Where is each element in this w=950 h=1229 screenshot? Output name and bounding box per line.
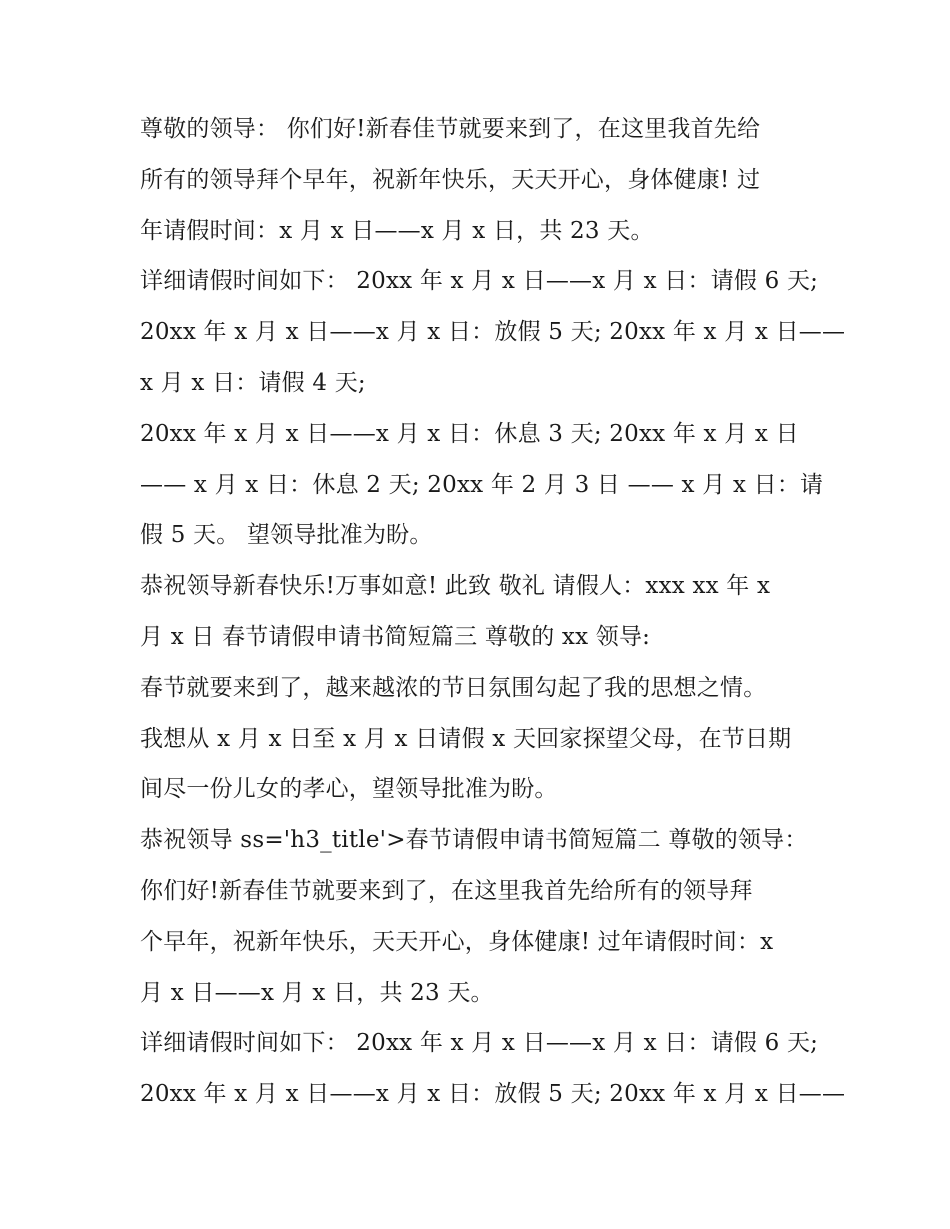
text-line: x 月 x 日：请假 4 天; xyxy=(140,369,366,396)
text-line: 间尽一份儿女的孝心，望领导批准为盼。 xyxy=(140,776,558,803)
text-line: 所有的领导拜个早年，祝新年快乐，天天开心，身体健康! 过 xyxy=(140,166,761,193)
text-line: —— x 月 x 日：休息 2 天; 20xx 年 2 月 3 日 —— x 月 x 日：请 xyxy=(140,471,824,498)
text-line: 你们好!新春佳节就要来到了，在这里我首先给所有的领导拜 xyxy=(140,877,753,904)
text-line: 月 x 日 春节请假申请书简短篇三 尊敬的 xx 领导: xyxy=(140,623,651,650)
text-line: 假 5 天。 望领导批准为盼。 xyxy=(140,522,433,549)
text-line: 20xx 年 x 月 x 日——x 月 x 日：休息 3 天; 20xx 年 x 月 x 日 xyxy=(140,420,799,447)
text-line: 春节就要来到了，越来越浓的节日氛围勾起了我的思想之情。 xyxy=(140,674,767,701)
text-line: 详细请假时间如下： 20xx 年 x 月 x 日——x 月 x 日：请假 6 天; xyxy=(140,268,819,295)
text-line: 月 x 日——x 月 x 日，共 23 天。 xyxy=(140,979,494,1006)
text-line: 详细请假时间如下： 20xx 年 x 月 x 日——x 月 x 日：请假 6 天; xyxy=(140,1030,819,1057)
text-line: 我想从 x 月 x 日至 x 月 x 日请假 x 天回家探望父母，在节日期 xyxy=(140,725,792,752)
text-line: 尊敬的领导： 你们好!新春佳节就要来到了，在这里我首先给 xyxy=(140,116,761,142)
document-body xyxy=(140,104,846,1120)
text-line: 个早年，祝新年快乐，天天开心，身体健康! 过年请假时间：x xyxy=(140,928,774,955)
text-line: 20xx 年 x 月 x 日——x 月 x 日：放假 5 天; 20xx 年 x 月 x 日—— xyxy=(140,1081,846,1108)
text-line: 20xx 年 x 月 x 日——x 月 x 日：放假 5 天; 20xx 年 x 月 x 日—— xyxy=(140,319,846,346)
text-line: 年请假时间：x 月 x 日——x 月 x 日，共 23 天。 xyxy=(140,217,654,244)
text-line: 恭祝领导新春快乐!万事如意! 此致 敬礼 请假人：xxx xx 年 x xyxy=(140,573,771,600)
text-line: 恭祝领导 ss='h3_title'>春节请假申请书简短篇二 尊敬的领导： xyxy=(140,827,808,854)
